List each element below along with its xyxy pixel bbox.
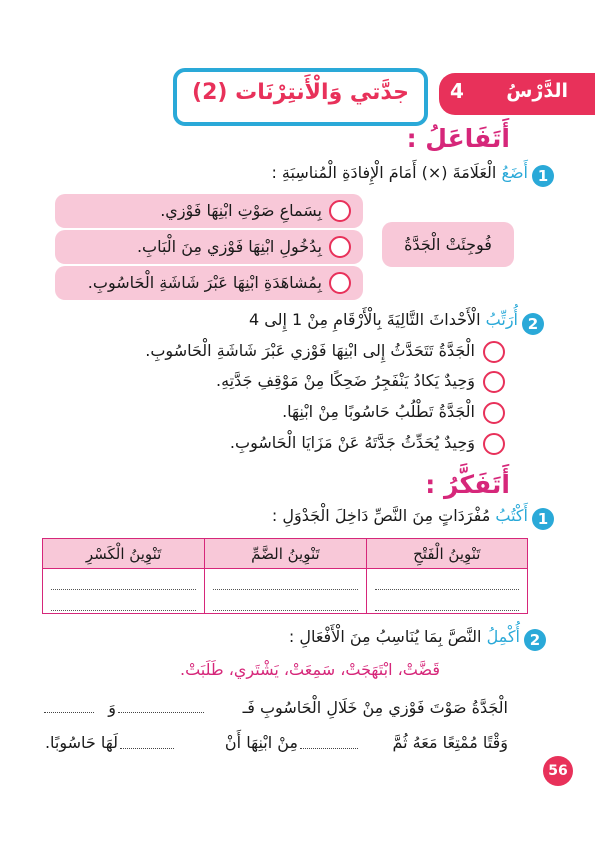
question-text: الْأَحْداثَ التَّالِيَةَ بِالْأَرْقَامِ مِنْ 1 إِلى 4 <box>248 310 486 329</box>
question-verb: أُرَتِّبُ <box>485 310 518 329</box>
question-text: مُفْرَدَاتٍ مِنَ النَّصِّ دَاخِلَ الْجَدْوَلِ : <box>271 506 496 525</box>
option-text: بِمُشاهَدَةِ ابْنِهَا عَبْرَ شَاشَةِ الْحَاسُوبِ. <box>87 273 322 292</box>
vocab-table <box>42 538 528 614</box>
question-text: النَّصَّ بِمَا يُنَاسِبُ مِنَ الْأَفْعَالِ : <box>288 627 487 646</box>
event-text: وَحِيدٌ يُحَدِّثُ جَدَّتَهُ عَنْ مَزَايَا الْحَاسُوبِ. <box>229 433 475 452</box>
word-bank: قَضَّتْ، ابْتَهَجَتْ، سَمِعَتْ، يَشْتَري، طَلَبَتْ. <box>179 660 441 679</box>
lesson-label: الدَّرْسُ <box>506 80 568 102</box>
table-header: تَنْوِينُ الضَّمِّ <box>205 539 366 569</box>
section-heading-interact: أَتَفَاعَلُ : <box>406 124 510 153</box>
table-header: تَنْوِينُ الْكَسْرِ <box>43 539 205 569</box>
blank-line[interactable] <box>120 748 174 749</box>
question-badge-1: 1 <box>532 165 554 187</box>
blank-line[interactable] <box>300 748 358 749</box>
lesson-number: 4 <box>450 79 464 103</box>
answer-circle[interactable] <box>329 236 351 258</box>
fill-text-line2-c: لَهَا حَاسُوبًا. <box>44 733 118 752</box>
question-2-prompt <box>230 627 520 646</box>
fill-text-line2-b: مِنْ ابْنِهَا أَنْ <box>224 733 298 752</box>
fill-text-line2-a: وَقْتًا مُمْتِعًا مَعَهُ ثُمَّ <box>392 733 508 752</box>
question-badge-2: 2 <box>524 629 546 651</box>
option-text: بِسَماعِ صَوْتِ ابْنِهَا فَوْزي. <box>160 201 322 220</box>
event-text: وَحِيدٌ يَكادُ يَنْفَجِرُ ضَحِكًا مِنْ مَوْقِفِ جَدَّتِهِ. <box>215 371 475 390</box>
table-header: تَنْوِينُ الْفَتْحِ <box>366 539 527 569</box>
section-heading-think: أَتَفَكَّرُ : <box>425 470 510 499</box>
table-cell[interactable] <box>43 569 205 614</box>
answer-circle[interactable] <box>329 200 351 222</box>
order-circle[interactable] <box>483 402 505 424</box>
question-1-prompt <box>180 506 528 525</box>
page-number: 56 <box>543 756 573 786</box>
question-verb: أَكْتُبُ <box>495 506 528 525</box>
fill-text-line1: الْجَدَّةُ صَوْتَ فَوْزي مِنْ خَلَالِ الْحَاسُوبِ فَـ <box>242 698 508 717</box>
table-cell[interactable] <box>205 569 366 614</box>
question-2-prompt <box>160 310 518 329</box>
question-badge-2: 2 <box>522 313 544 335</box>
blank-line[interactable] <box>44 712 94 713</box>
lesson-title: جدَّتي وَالْأَنتِرْنَات (2) <box>192 80 409 105</box>
order-circle[interactable] <box>483 433 505 455</box>
question-text: الْعَلَامَةَ (×) أَمَامَ الْإِفادَةِ الْمُناسِبَةِ : <box>271 163 502 182</box>
question-1-prompt <box>100 163 528 182</box>
question-verb: أَضَعُ <box>501 163 528 182</box>
side-label: فُوجِئَتْ الْجَدَّةُ <box>382 222 514 267</box>
question-verb: أُكْمِلُ <box>486 627 520 646</box>
fill-text-line1-end: وَ <box>108 698 116 717</box>
table-row <box>43 569 528 614</box>
event-text: الْجَدَّةُ تَتَحَدَّثُ إِلى ابْنِهَا فَوْزي عَبْرَ شَاشَةِ الْحَاسُوبِ. <box>145 341 475 360</box>
event-text: الْجَدَّةُ تَطْلُبُ حَاسُوبًا مِنْ ابْنِهَا. <box>282 402 475 421</box>
table-cell[interactable] <box>366 569 527 614</box>
blank-line[interactable] <box>118 712 204 713</box>
option-text: بِدُخُولِ ابْنِهَا فَوْزي مِنَ الْبَابِ. <box>136 237 322 256</box>
answer-circle[interactable] <box>329 272 351 294</box>
question-badge-1: 1 <box>532 508 554 530</box>
order-circle[interactable] <box>483 341 505 363</box>
order-circle[interactable] <box>483 371 505 393</box>
table-header-row <box>43 539 528 569</box>
